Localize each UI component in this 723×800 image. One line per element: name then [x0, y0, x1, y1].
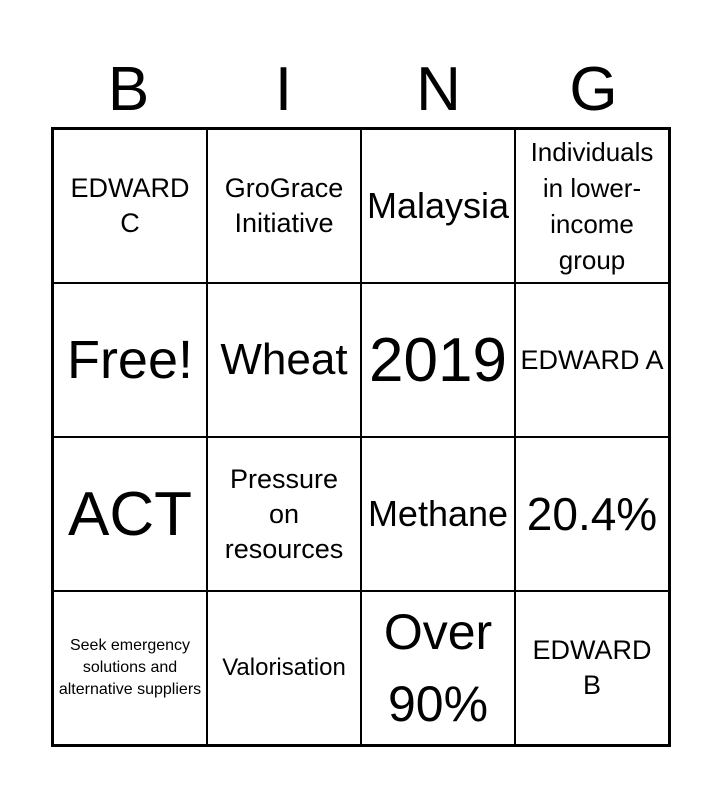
bingo-cell[interactable]: 2019	[361, 283, 515, 437]
bingo-cell-free[interactable]: Free!	[53, 283, 207, 437]
header-letter-i: I	[274, 55, 293, 124]
header-letter-n: N	[416, 55, 461, 124]
bingo-cell[interactable]: Seek emergency solutions and alternative suppliers	[53, 591, 207, 745]
bingo-cell[interactable]: Over 90%	[361, 591, 515, 745]
header-letter-g: G	[569, 55, 618, 124]
bingo-cell[interactable]: GroGrace Initiative	[207, 129, 361, 283]
bingo-cell[interactable]: 20.4%	[515, 437, 669, 591]
bingo-cell[interactable]: Methane	[361, 437, 515, 591]
bingo-cell[interactable]: EDWARD B	[515, 591, 669, 745]
bingo-cell[interactable]: EDWARD C	[53, 129, 207, 283]
bingo-grid	[51, 127, 671, 747]
bingo-cell[interactable]: ACT	[53, 437, 207, 591]
bingo-cell[interactable]: Individuals in lower-income group	[515, 129, 669, 283]
bingo-cell[interactable]: Valorisation	[207, 591, 361, 745]
bingo-cell[interactable]: Wheat	[207, 283, 361, 437]
bingo-cell[interactable]: Malaysia	[361, 129, 515, 283]
header-letter-b: B	[107, 55, 150, 124]
bingo-cell[interactable]: EDWARD A	[515, 283, 669, 437]
bingo-header	[51, 52, 671, 128]
bingo-cell[interactable]: Pressure on resources	[207, 437, 361, 591]
